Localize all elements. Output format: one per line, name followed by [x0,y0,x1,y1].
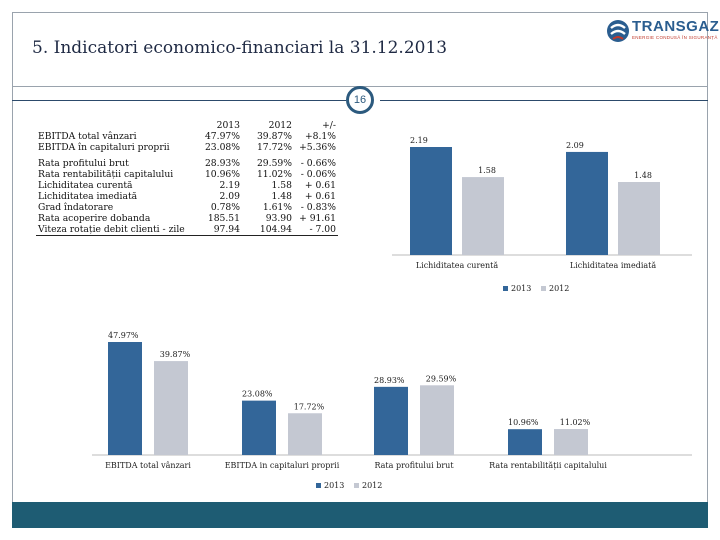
bar-2012 [288,413,322,455]
logo-name: TRANSGAZ [632,18,720,35]
value-diff: +8.1% [304,131,336,142]
row-label: Lichiditatea imediată [38,191,138,202]
value-diff: - 0.06% [300,169,336,180]
value-2012: 104.94 [242,224,294,236]
category-label: Lichiditatea curentă [415,261,499,270]
page-title: 5. Indicatori economico-financiari la 31.12.2013 [32,38,448,58]
table-header-2012: 2012 [268,120,292,131]
data-label: 10.96% [508,418,539,428]
value-2013: 10.96% [204,169,240,180]
bar-2013 [374,387,408,455]
value-2013: 28.93% [204,158,240,169]
data-label: 2.19 [410,136,428,145]
value-2012: 1.58 [271,180,292,191]
value-2013: 97.94 [190,224,242,236]
legend-swatch-2013 [316,483,321,488]
value-2012: 11.02% [256,169,292,180]
value-diff: - 0.83% [300,202,336,213]
value-2012: 17.72% [256,142,292,153]
legend-label: 2012 [362,481,383,490]
row-label: Viteza rotație debit clienti - zile [36,224,190,236]
legend-swatch-2012 [354,483,359,488]
data-label: 1.48 [634,171,652,181]
value-2012: 93.90 [265,213,292,224]
bar-2013 [508,429,542,455]
data-label: 11.02% [559,418,591,428]
value-2013: 2.09 [219,191,240,202]
row-label: Rata acoperire dobanda [38,213,151,224]
value-2013: 0.78% [210,202,240,213]
data-label: 47.97% [108,331,139,340]
value-2012: 1.48 [271,191,292,202]
footer-bar [12,502,708,528]
value-diff: + 91.61 [299,213,336,224]
data-label: 29.59% [425,374,457,384]
value-2012: 39.87% [256,131,292,142]
value-2013: 2.19 [219,180,240,191]
value-diff: +5.36% [299,142,336,153]
bar-2012 [420,385,454,455]
value-diff: - 7.00 [294,224,338,236]
category-label: EBITDA total vânzari [105,461,191,470]
row-label: EBITDA în capitaluri proprii [38,142,170,153]
value-2013: 23.08% [204,142,240,153]
legend-label: 2013 [511,284,532,293]
logo-tagline: ENERGIE CONDUSĂ ÎN SIGURANȚĂ [632,35,718,40]
row-label: Rata profitului brut [38,158,129,169]
data-label: 28.93% [374,375,405,385]
category-label: Lichiditatea imediată [569,261,657,270]
row-label: Lichiditatea curentă [38,180,133,191]
value-diff: + 0.61 [304,180,336,191]
data-label: 2.09 [566,140,584,150]
bar-2012 [154,361,188,455]
legend-label: 2012 [549,284,570,293]
value-diff: - 0.66% [300,158,336,169]
value-diff: + 0.61 [304,191,336,202]
bar-2013 [242,401,276,455]
data-label: 39.87% [159,350,191,360]
bar-2012 [554,429,588,455]
row-label: Rata rentabilității capitalului [38,169,174,180]
bar-2013 [108,342,142,455]
value-2013: 185.51 [207,213,240,224]
legend-label: 2013 [324,481,345,490]
category-label: EBITDA in capitaluri proprii [224,461,340,470]
data-label: 1.58 [478,166,496,176]
row-label: Grad îndatorare [38,202,114,213]
value-2013: 47.97% [204,131,240,142]
category-label: Rata rentabilității capitalului [489,461,607,470]
page-number-badge: 16 [346,86,374,114]
data-label: 23.08% [242,389,273,399]
value-2012: 29.59% [256,158,292,169]
category-label: Rata profitului brut [374,461,454,470]
data-label: 17.72% [293,402,325,412]
table-header-2013: 2013 [216,120,240,131]
row-label: EBITDA total vânzari [38,131,137,142]
table-header-diff: +/- [322,120,336,131]
value-2012: 1.61% [262,202,292,213]
